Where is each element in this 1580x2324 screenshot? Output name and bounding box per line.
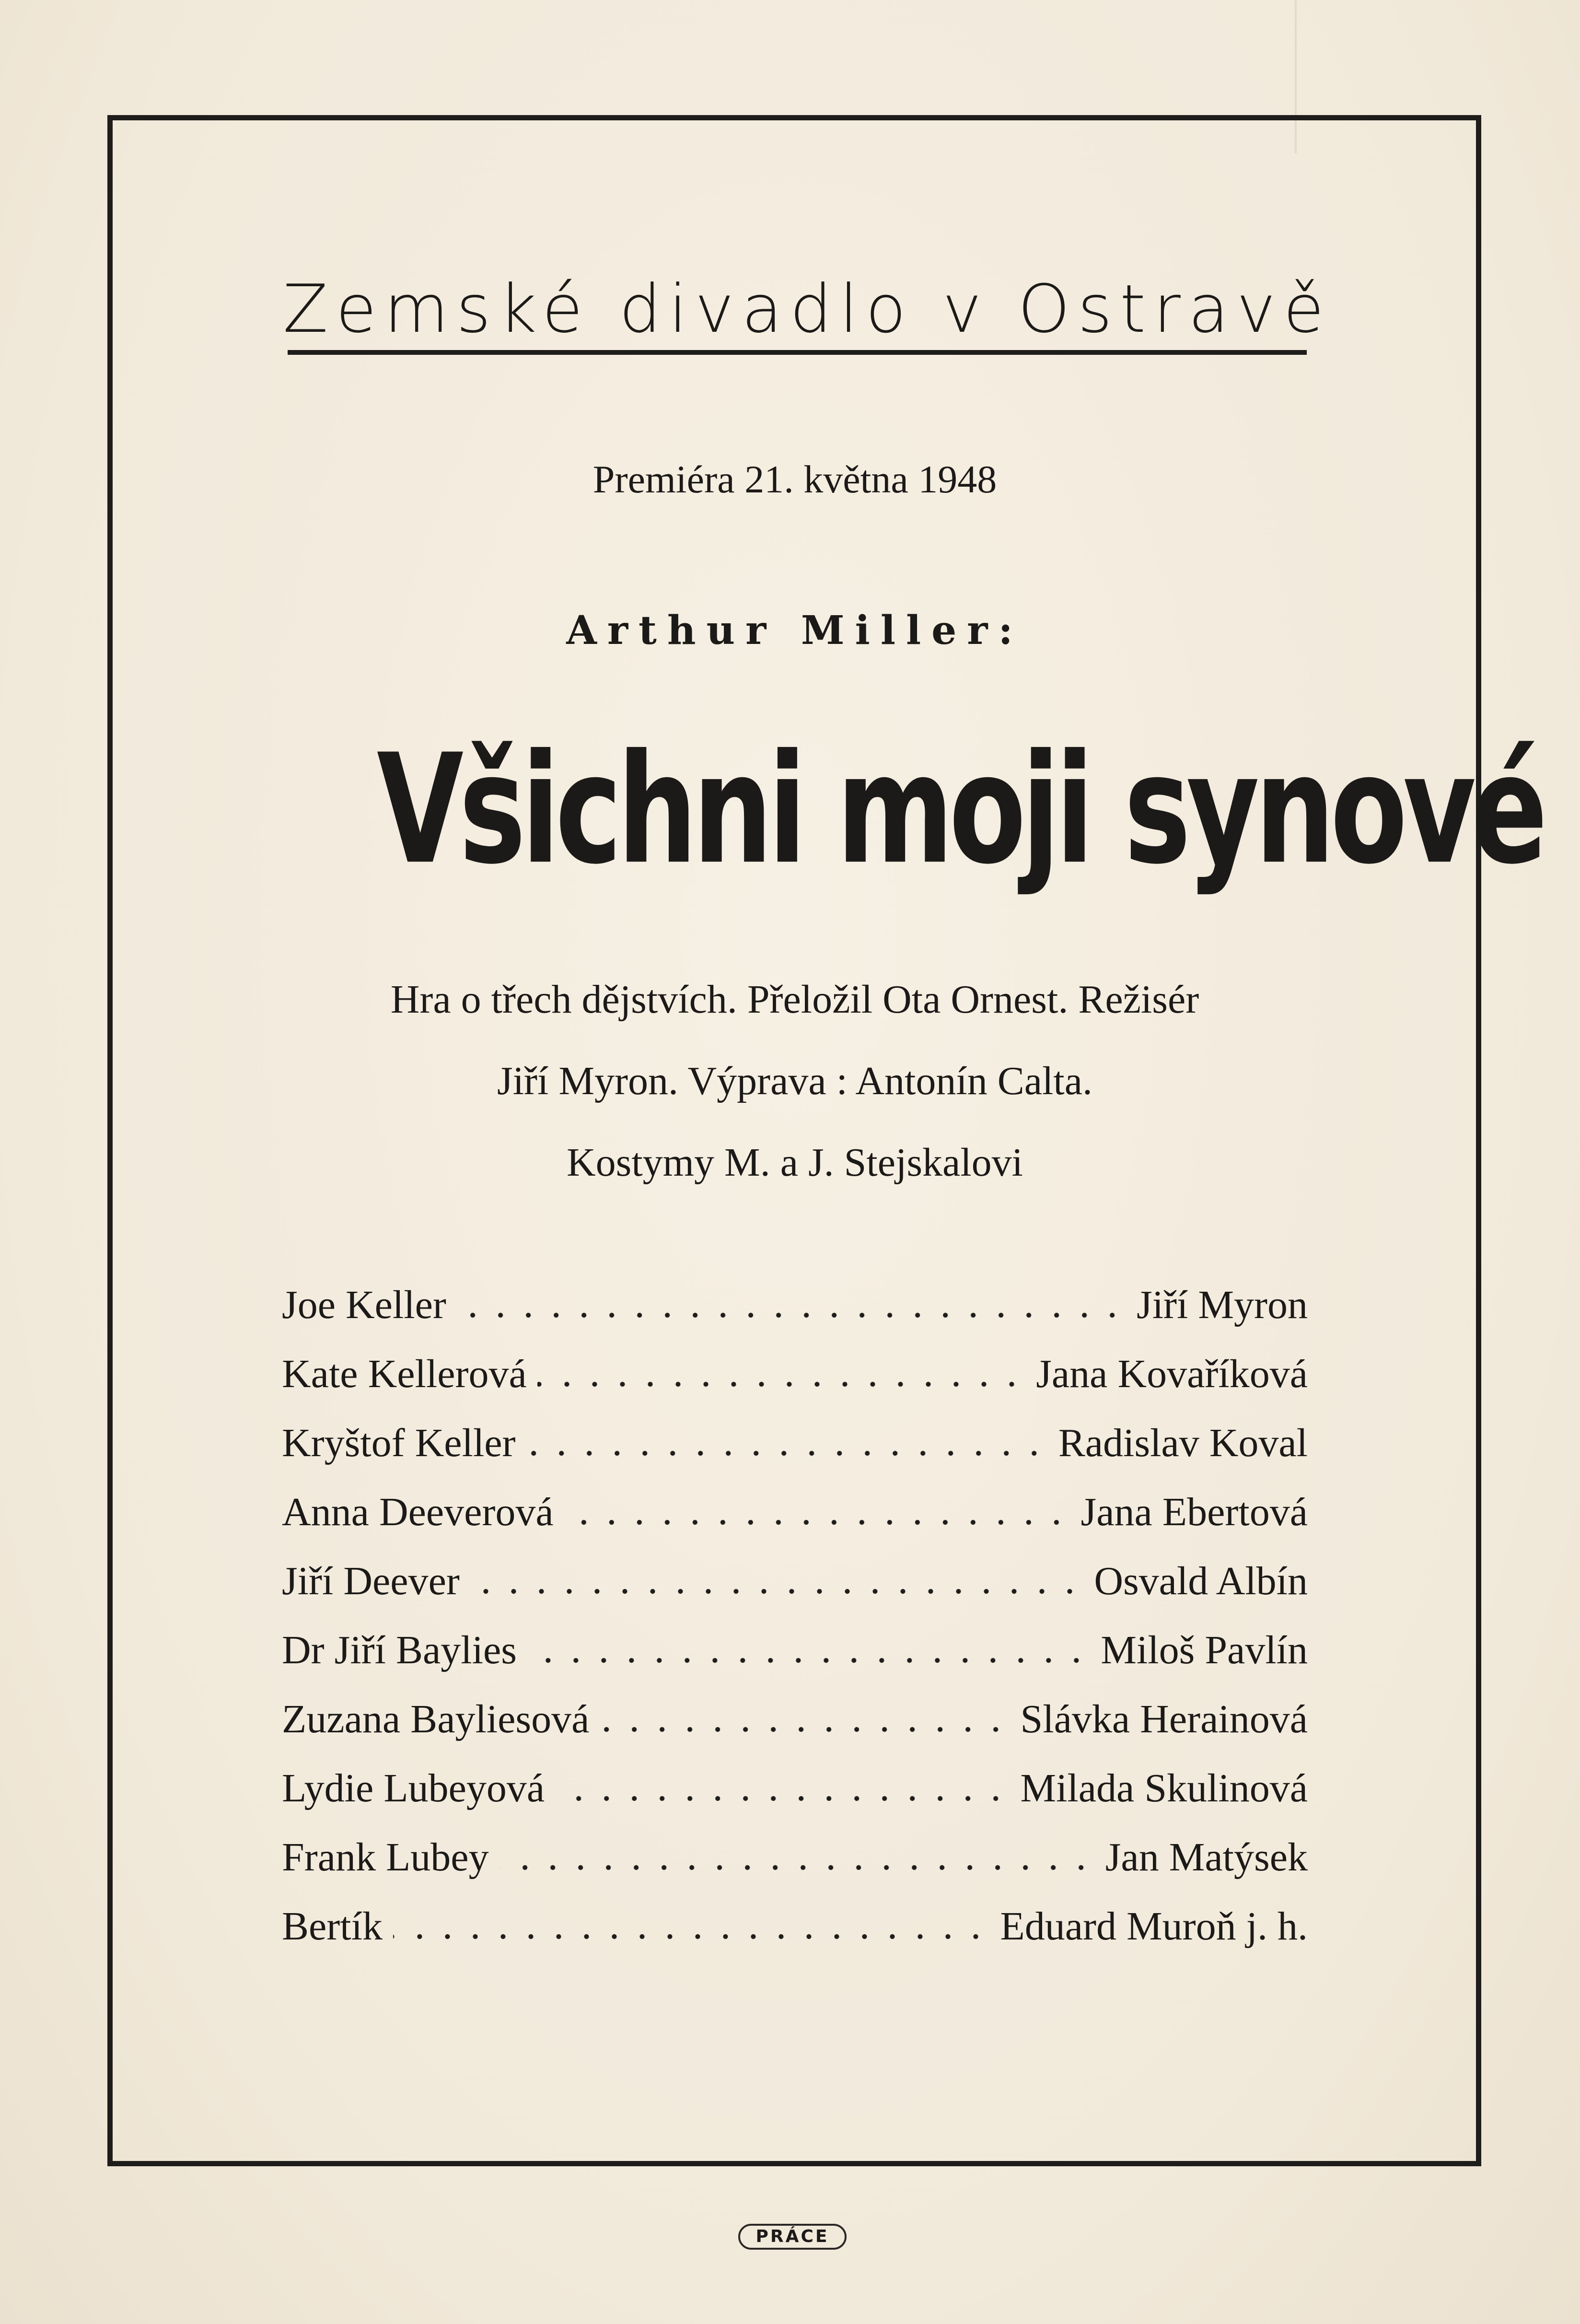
credits-block — [268, 959, 1321, 1203]
play-title: Všichni moji synové — [376, 722, 1544, 898]
cast-row — [282, 1271, 1308, 1340]
actor-name: Jana Ebertová — [1080, 1490, 1308, 1534]
cast-row — [282, 1754, 1308, 1823]
dot-leader — [500, 1863, 1095, 1872]
cast-row — [282, 1409, 1308, 1478]
cast-row — [282, 1547, 1308, 1616]
dot-leader — [555, 1794, 1010, 1803]
actor-name: Osvald Albín — [1094, 1559, 1308, 1603]
dot-leader — [537, 1379, 1025, 1389]
role-name: Kryštof Keller — [282, 1421, 516, 1465]
dot-leader — [600, 1725, 1010, 1734]
actor-name: Slávka Herainová — [1020, 1697, 1308, 1741]
cast-row — [282, 1340, 1308, 1409]
actor-name: Milada Skulinová — [1020, 1766, 1308, 1810]
dot-leader — [526, 1448, 1048, 1458]
printer-mark: PRÁCE — [738, 2224, 847, 2250]
cast-row — [282, 1685, 1308, 1754]
role-name: Zuzana Bayliesová — [282, 1697, 590, 1741]
role-name: Anna Deeverová — [282, 1490, 554, 1534]
cast-row — [282, 1478, 1308, 1547]
actor-name: Jan Matýsek — [1105, 1835, 1308, 1880]
dot-leader — [527, 1656, 1090, 1665]
role-name: Dr Jiří Baylies — [282, 1628, 517, 1672]
actor-name: Eduard Muroň j. h. — [1000, 1904, 1308, 1949]
cast-row — [282, 1823, 1308, 1892]
cast-row — [282, 1892, 1308, 1961]
premiere-date: Premiéra 21. května 1948 — [592, 457, 997, 501]
role-name: Frank Lubey — [282, 1835, 489, 1880]
theatre-underline — [288, 350, 1307, 355]
role-name: Kate Kellerová — [282, 1352, 527, 1396]
cast-list — [282, 1271, 1308, 1961]
actor-name: Jiří Myron — [1137, 1283, 1308, 1327]
credit-line-2: Jiří Myron. Výprava : Antonín Calta. — [497, 1059, 1092, 1103]
credit-line-1: Hra o třech dějstvích. Přeložil Ota Ornest. Režisér — [390, 977, 1199, 1022]
dot-leader — [470, 1587, 1083, 1596]
dot-leader — [393, 1932, 989, 1941]
actor-name: Radislav Koval — [1058, 1421, 1308, 1465]
actor-name: Jana Kovaříková — [1036, 1352, 1308, 1396]
role-name: Joe Keller — [282, 1283, 446, 1327]
role-name: Bertík — [282, 1904, 383, 1949]
credit-line-3: Kostymy M. a J. Stejskalovi — [566, 1140, 1023, 1185]
actor-name: Miloš Pavlín — [1101, 1628, 1308, 1672]
role-name: Jiří Deever — [282, 1559, 460, 1603]
dot-leader — [457, 1310, 1126, 1320]
role-name: Lydie Lubeyová — [282, 1766, 545, 1810]
theatre-name: Zemské divadlo v Ostravě — [283, 270, 1332, 348]
author-name: Arthur Miller: — [566, 607, 1023, 654]
cast-row — [282, 1616, 1308, 1685]
dot-leader — [564, 1518, 1070, 1527]
